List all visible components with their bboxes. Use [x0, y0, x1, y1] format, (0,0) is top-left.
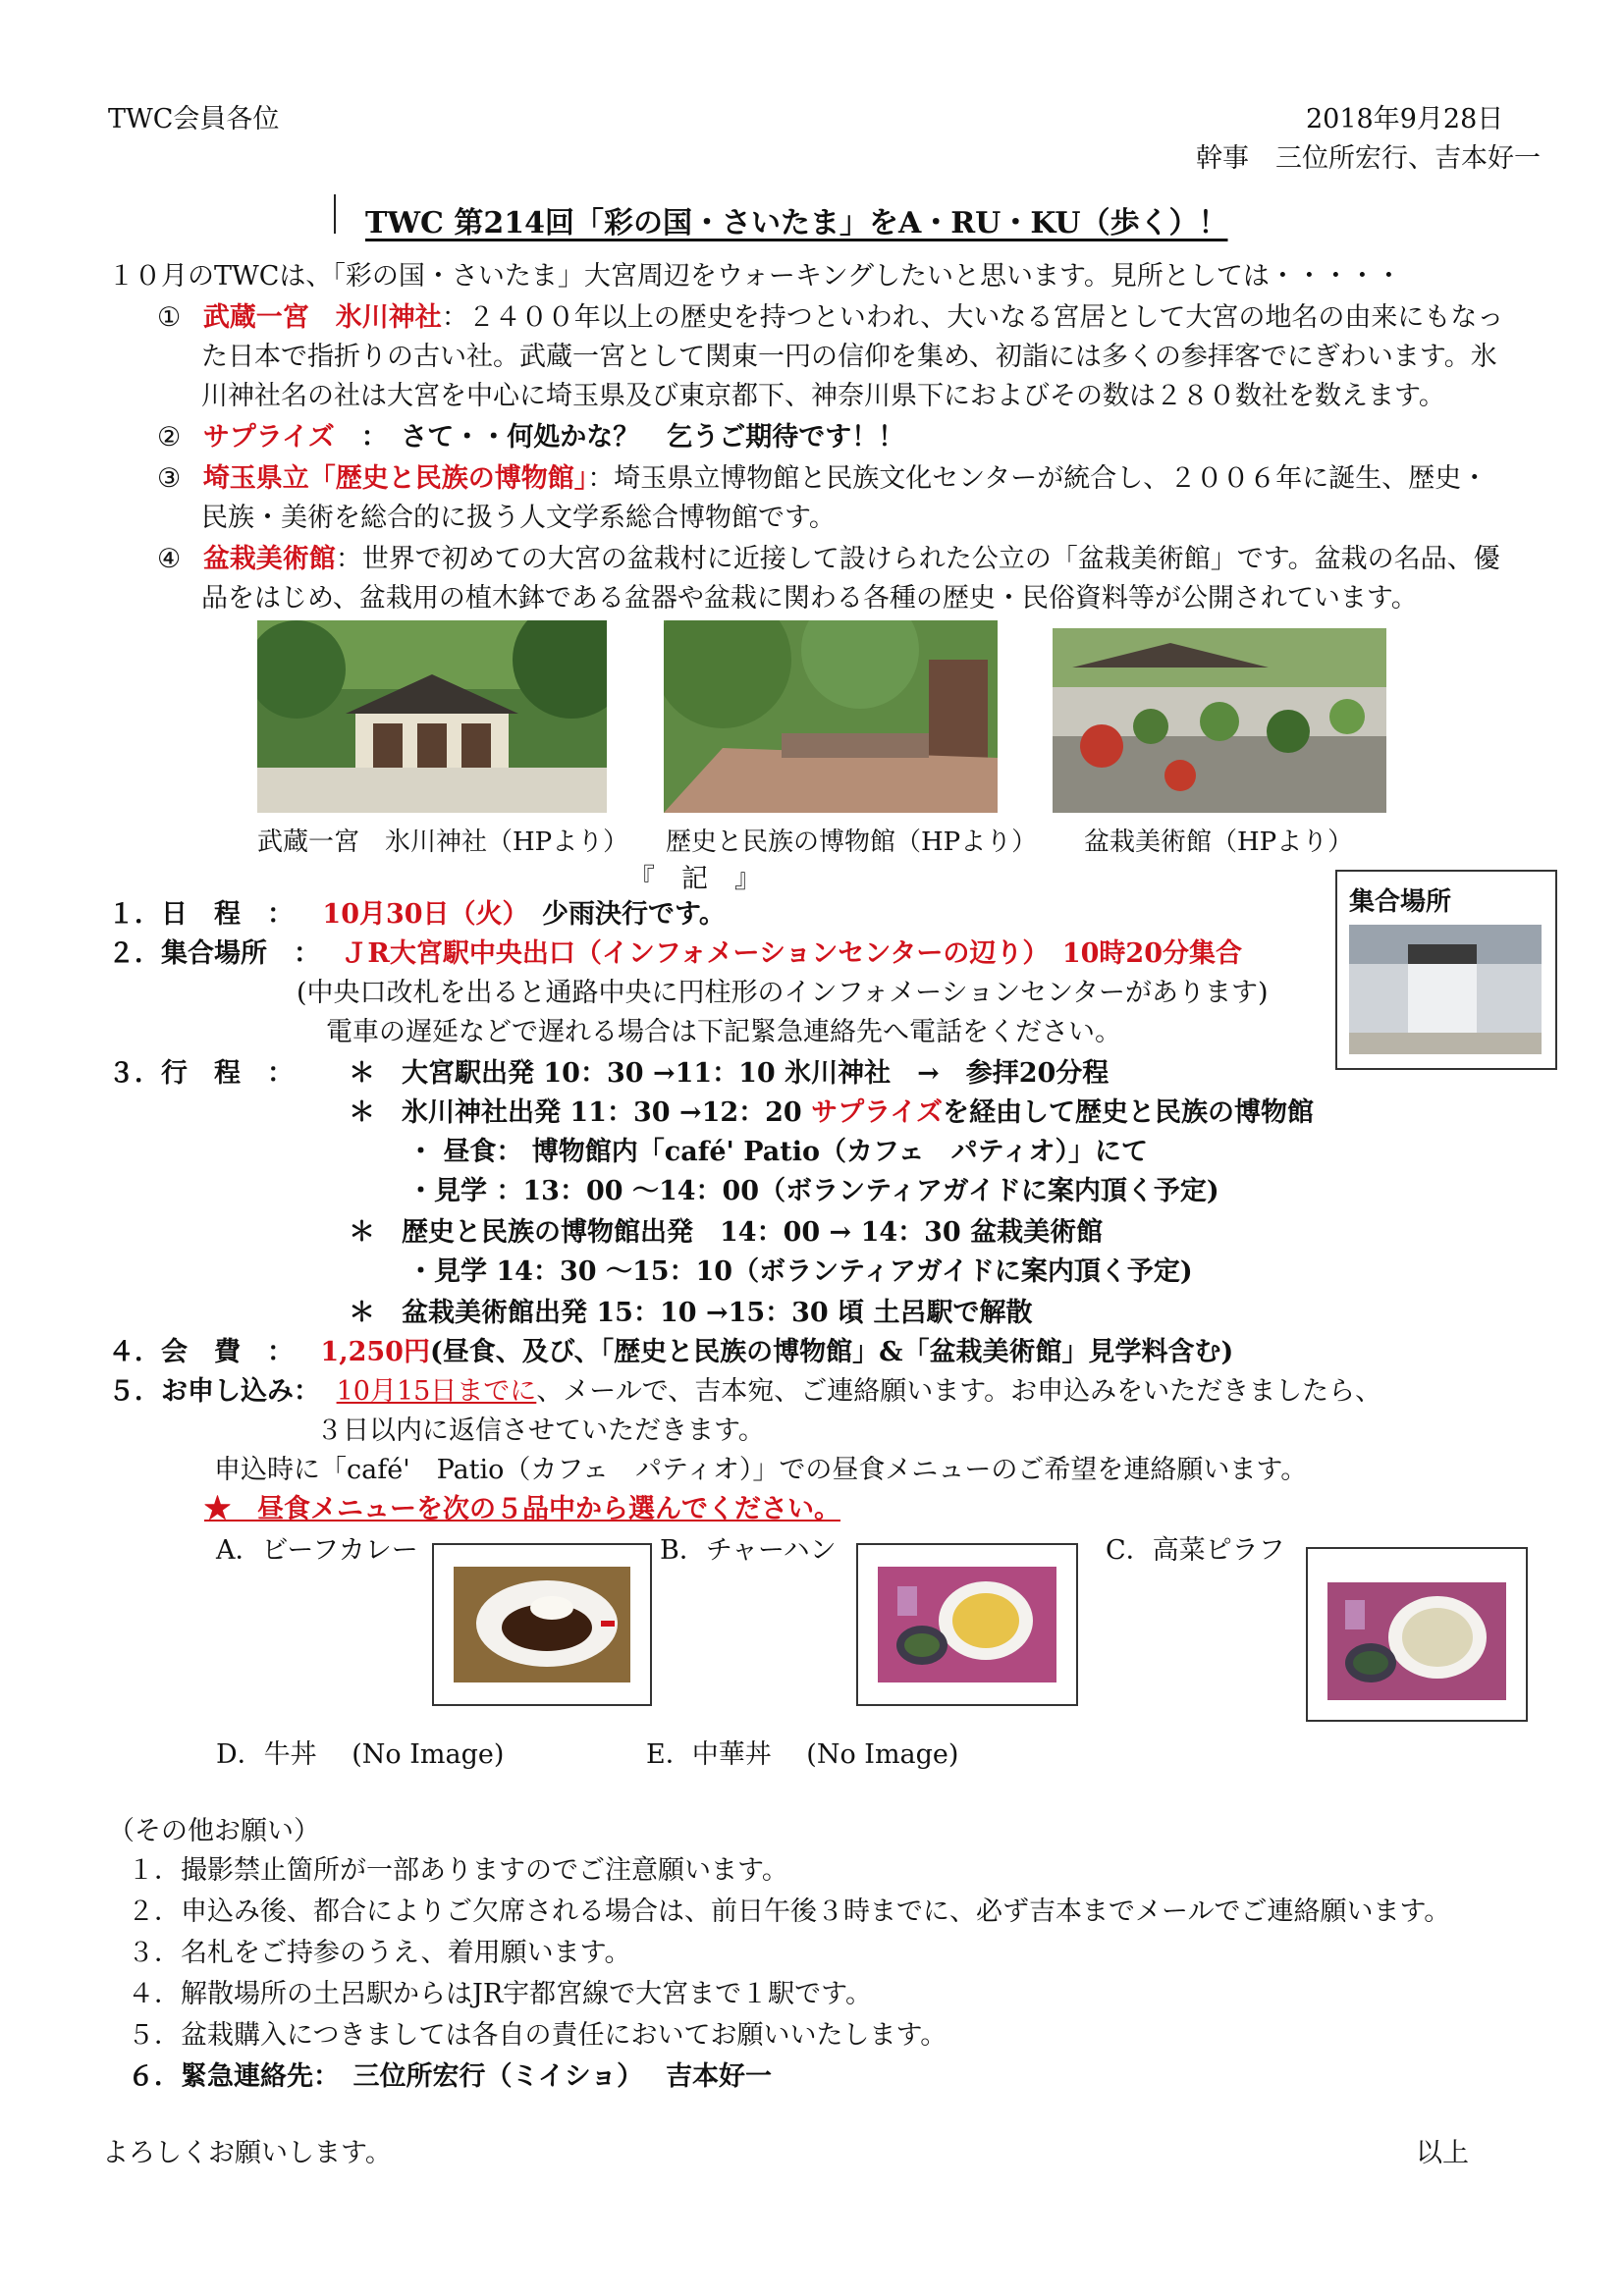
other-item: ４．解散場所の土呂駅からはJR宇都宮線で大宮まで１駅です。 — [128, 1979, 872, 2009]
other-item: ３．名札をご持参のうえ、着用願います。 — [128, 1938, 631, 1968]
menu-a-photo-frame — [432, 1543, 652, 1706]
surprise-text: サプライズ — [811, 1097, 944, 1128]
other-heading: （その他お願い） — [108, 1816, 320, 1846]
other-item: ２．申込み後、都合によりご欠席される場合は、前日午後３時までに、必ず吉本までメールでご連絡願います。 — [128, 1896, 1451, 1927]
highlight-name: 埼玉県立「歴史と民族の博物館」 — [202, 463, 588, 494]
addressee: TWC会員各位 — [108, 104, 280, 134]
highlight-text: ：世界で初めての大宮の盆栽村に近接して設けられた公立の「盆栽美術館」です。盆栽の名品、優 — [335, 544, 1500, 574]
menu-b-label: B．チャーハン — [660, 1535, 837, 1566]
item5-line2: ３日以内に返信させていただきます。 — [316, 1415, 765, 1446]
highlight-num: ③ — [157, 463, 182, 494]
item1-label: １．日 程 ： — [108, 899, 294, 930]
highlight-num: ① — [157, 302, 182, 333]
photo-caption-museum: 歴史と民族の博物館（HPより） — [666, 828, 1038, 857]
menu-notice: ★ 昼食メニューを次の５品中から選んでください。 — [204, 1494, 840, 1524]
item5-label: ５．お申し込み： — [108, 1376, 320, 1407]
meeting-place-photo — [1349, 925, 1542, 1054]
item5-line3: 申込時に「café' Patio（カフェ パティオ）」での昼食メニューのご希望を連絡願います。 — [214, 1455, 1308, 1485]
highlight-text: ：埼玉県立博物館と民族文化センターが統合し、２００６年に誕生、歴史・ — [587, 463, 1489, 494]
item4 — [108, 1333, 1233, 1372]
highlight-1 — [157, 298, 1503, 338]
pilaf-photo — [1327, 1582, 1506, 1700]
photo-caption-bonsai: 盆栽美術館（HPより） — [1084, 828, 1354, 857]
highlight-name: サプライズ — [202, 422, 335, 453]
curry-photo — [454, 1567, 630, 1682]
item2-note1: (中央口改札を出ると通路中央に円柱形のインフォメーションセンターがあります) — [297, 978, 1269, 1008]
other-item: ５．盆栽購入につきましては各自の責任においてお願いいたします。 — [128, 2020, 947, 2051]
itinerary-3: ＊ 歴史と民族の博物館出発 14：00 → 14：30 盆栽美術館 — [349, 1217, 1104, 1248]
closing-left: よろしくお願いします。 — [102, 2138, 392, 2168]
title-bar — [334, 194, 336, 234]
meeting-place: ＪR大宮駅中央出口（インフォメーションセンターの辺り） 10時20分集合 — [341, 938, 1242, 969]
item3-label: ３．行 程 ： — [108, 1058, 294, 1089]
ki-heading: 『 記 』 — [628, 864, 761, 894]
meeting-place-box — [1335, 870, 1557, 1070]
highlight-2 — [157, 418, 904, 457]
item1-rest: 少雨決行です。 — [515, 899, 726, 930]
highlight-3-line2: 民族・美術を総合的に扱う人文学系総合博物館です。 — [201, 503, 836, 533]
intro-text: １０月のTWCは、「彩の国・さいたま」大宮周辺をウォーキングしたいと思います。見所としては・・・・・ — [108, 261, 1402, 292]
itinerary-visit-2: ・見学 14：30 ～15：10（ボランティアガイドに案内頂く予定) — [407, 1256, 1193, 1287]
itinerary-lunch: ・ 昼食： 博物館内「café' Patio（カフェ パティオ）」にて — [407, 1137, 1148, 1167]
highlight-num: ④ — [157, 544, 182, 574]
highlight-text: ：２４００年以上の歴史を持つといわれ、大いなる宮居として大宮の地名の由来にもなっ — [441, 302, 1504, 333]
museum-photo — [664, 620, 998, 813]
bonsai-photo — [1053, 628, 1386, 813]
item2 — [108, 934, 1242, 974]
menu-c-label: C．高菜ピラフ — [1106, 1535, 1285, 1566]
fee-note: (昼食、及び、「歴史と民族の博物館」&「盆栽美術館」見学料含む) — [429, 1337, 1234, 1367]
menu-c-photo-frame — [1306, 1547, 1528, 1722]
item4-label: ４．会 費 ： — [108, 1337, 294, 1367]
menu-d-label: D．牛丼 (No Image) — [216, 1739, 505, 1770]
highlight-4-line2: 品をはじめ、盆栽用の植木鉢である盆器や盆栽に関わる各種の歴史・民俗資料等が公開されています。 — [201, 583, 1418, 614]
menu-b-photo-frame — [856, 1543, 1078, 1706]
deadline: 10月15日までに — [336, 1376, 537, 1407]
page-title: TWC 第214回「彩の国・さいたま」をA・RU・KU（歩く）！ — [365, 206, 1228, 240]
shrine-photo — [257, 620, 607, 813]
other-item: １．撮影禁止箇所が一部ありますのでご注意願います。 — [128, 1855, 788, 1886]
item5 — [108, 1372, 1381, 1412]
itinerary-visit-1: ・見学 ：13：00 ～14：00（ボランティアガイドに案内頂く予定) — [407, 1176, 1219, 1206]
menu-a-label: A．ビーフカレー — [216, 1535, 418, 1566]
highlight-1-line2: た日本で指折りの古い社。武蔵一宮として関東一円の信仰を集め、初詣には多くの参拝客でにぎわいます。氷 — [201, 342, 1497, 372]
itinerary-2: ＊ 氷川神社出発 11：30 →12：20 サプライズを経由して歴史と民族の博物館 — [349, 1097, 1315, 1128]
highlight-4 — [157, 540, 1500, 579]
fried-rice-photo — [878, 1567, 1056, 1682]
highlight-name: 武蔵一宮 氷川神社 — [202, 302, 442, 333]
event-date: 10月30日（火） — [322, 899, 516, 930]
organizer: 幹事 三位所宏行、吉本好一 — [1196, 143, 1541, 174]
item2-label: ２．集合場所 ： — [108, 938, 320, 969]
item1 — [108, 895, 726, 934]
item5-rest: 、メールで、吉本宛、ご連絡願います。お申込みをいただきましたら、 — [536, 1376, 1382, 1407]
highlight-3 — [157, 459, 1488, 499]
itinerary-1: ＊ 大宮駅出発 10：30 →11：10 氷川神社 → 参拝20分程 — [349, 1058, 1110, 1089]
itinerary-4: ＊ 盆栽美術館出発 15：10 →15：30 頃 土呂駅で解散 — [349, 1298, 1033, 1328]
menu-e-label: E．中華丼 (No Image) — [646, 1739, 959, 1770]
highlight-name: 盆栽美術館 — [202, 544, 336, 574]
emergency-contact: ６．緊急連絡先： 三位所宏行（ミイショ） 吉本好一 — [128, 2061, 773, 2092]
photo-caption-shrine: 武蔵一宮 氷川神社（HPより） — [257, 828, 629, 857]
closing-right: 以上 — [1416, 2138, 1469, 2168]
highlight-1-line3: 川神社名の社は大宮を中心に埼玉県及び東京都下、神奈川県下におよびその数は２８０数社を数えます。 — [201, 381, 1445, 411]
date: 2018年9月28日 — [1306, 104, 1504, 134]
meeting-place-label: 集合場所 — [1349, 887, 1452, 917]
fee-amount: 1,250円 — [320, 1337, 430, 1367]
highlight-text: ： さて・・何処かな？ 乞うご期待です！！ — [334, 422, 905, 453]
item2-note2: 電車の遅延などで遅れる場合は下記緊急連絡先へ電話をください。 — [326, 1017, 1121, 1047]
highlight-num: ② — [157, 422, 182, 453]
